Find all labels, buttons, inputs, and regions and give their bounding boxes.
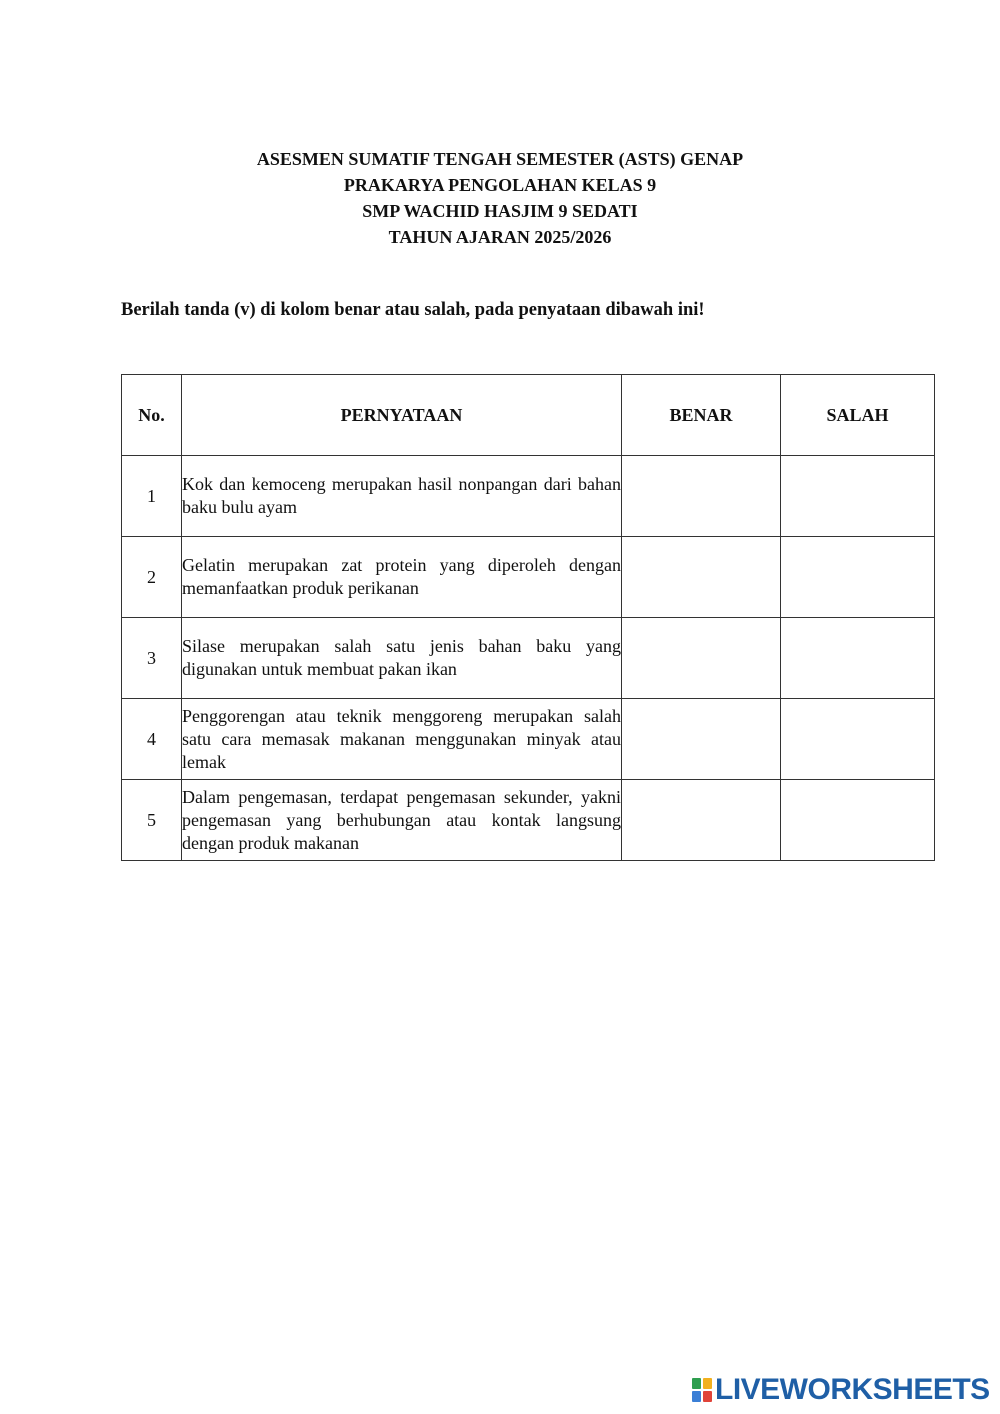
answer-cell-true[interactable] [622,699,781,780]
column-header-true: BENAR [622,375,781,456]
row-number: 2 [122,537,182,618]
row-number: 4 [122,699,182,780]
answer-cell-false[interactable] [781,456,935,537]
answer-cell-false[interactable] [781,699,935,780]
row-statement: Kok dan kemoceng merupakan hasil nonpangan dari bahan baku bulu ayam [182,456,622,537]
document-header [0,146,1000,250]
column-header-statement: PERNYATAAN [182,375,622,456]
answer-cell-true[interactable] [622,780,781,861]
header-school: SMP WACHID HASJIM 9 SEDATI [362,201,638,221]
answer-cell-false[interactable] [781,780,935,861]
header-year: TAHUN AJARAN 2025/2026 [388,227,612,247]
table-row [122,537,935,618]
logo-text: LIVEWORKSHEETS [715,1373,990,1406]
row-number: 3 [122,618,182,699]
table-row [122,780,935,861]
row-statement: Dalam pengemasan, terdapat pengemasan sekunder, yakni pengemasan yang berhubungan atau kontak langsung dengan produk makanan [182,780,622,861]
row-number: 1 [122,456,182,537]
row-statement: Penggorengan atau teknik menggoreng merupakan salah satu cara memasak makanan menggunakan minyak atau lemak [182,699,622,780]
header-subject: PRAKARYA PENGOLAHAN KELAS 9 [343,175,657,195]
answer-cell-true[interactable] [622,618,781,699]
row-statement: Silase merupakan salah satu jenis bahan baku yang digunakan untuk membuat pakan ikan [182,618,622,699]
row-statement: Gelatin merupakan zat protein yang diperoleh dengan memanfaatkan produk perikanan [182,537,622,618]
answer-cell-false[interactable] [781,537,935,618]
table-header-row [122,375,935,456]
table-row [122,618,935,699]
header-title: ASESMEN SUMATIF TENGAH SEMESTER (ASTS) GENAP [256,149,744,169]
answer-cell-false[interactable] [781,618,935,699]
true-false-table [121,374,935,861]
table-row [122,456,935,537]
answer-cell-true[interactable] [622,537,781,618]
liveworksheets-logo-icon [692,1378,712,1402]
column-header-false: SALAH [781,375,935,456]
instruction-text: Berilah tanda (v) di kolom benar atau salah, pada penyataan dibawah ini! [121,300,705,320]
row-number: 5 [122,780,182,861]
liveworksheets-logo[interactable] [692,1374,990,1406]
answer-cell-true[interactable] [622,456,781,537]
table-row [122,699,935,780]
column-header-no: No. [122,375,182,456]
